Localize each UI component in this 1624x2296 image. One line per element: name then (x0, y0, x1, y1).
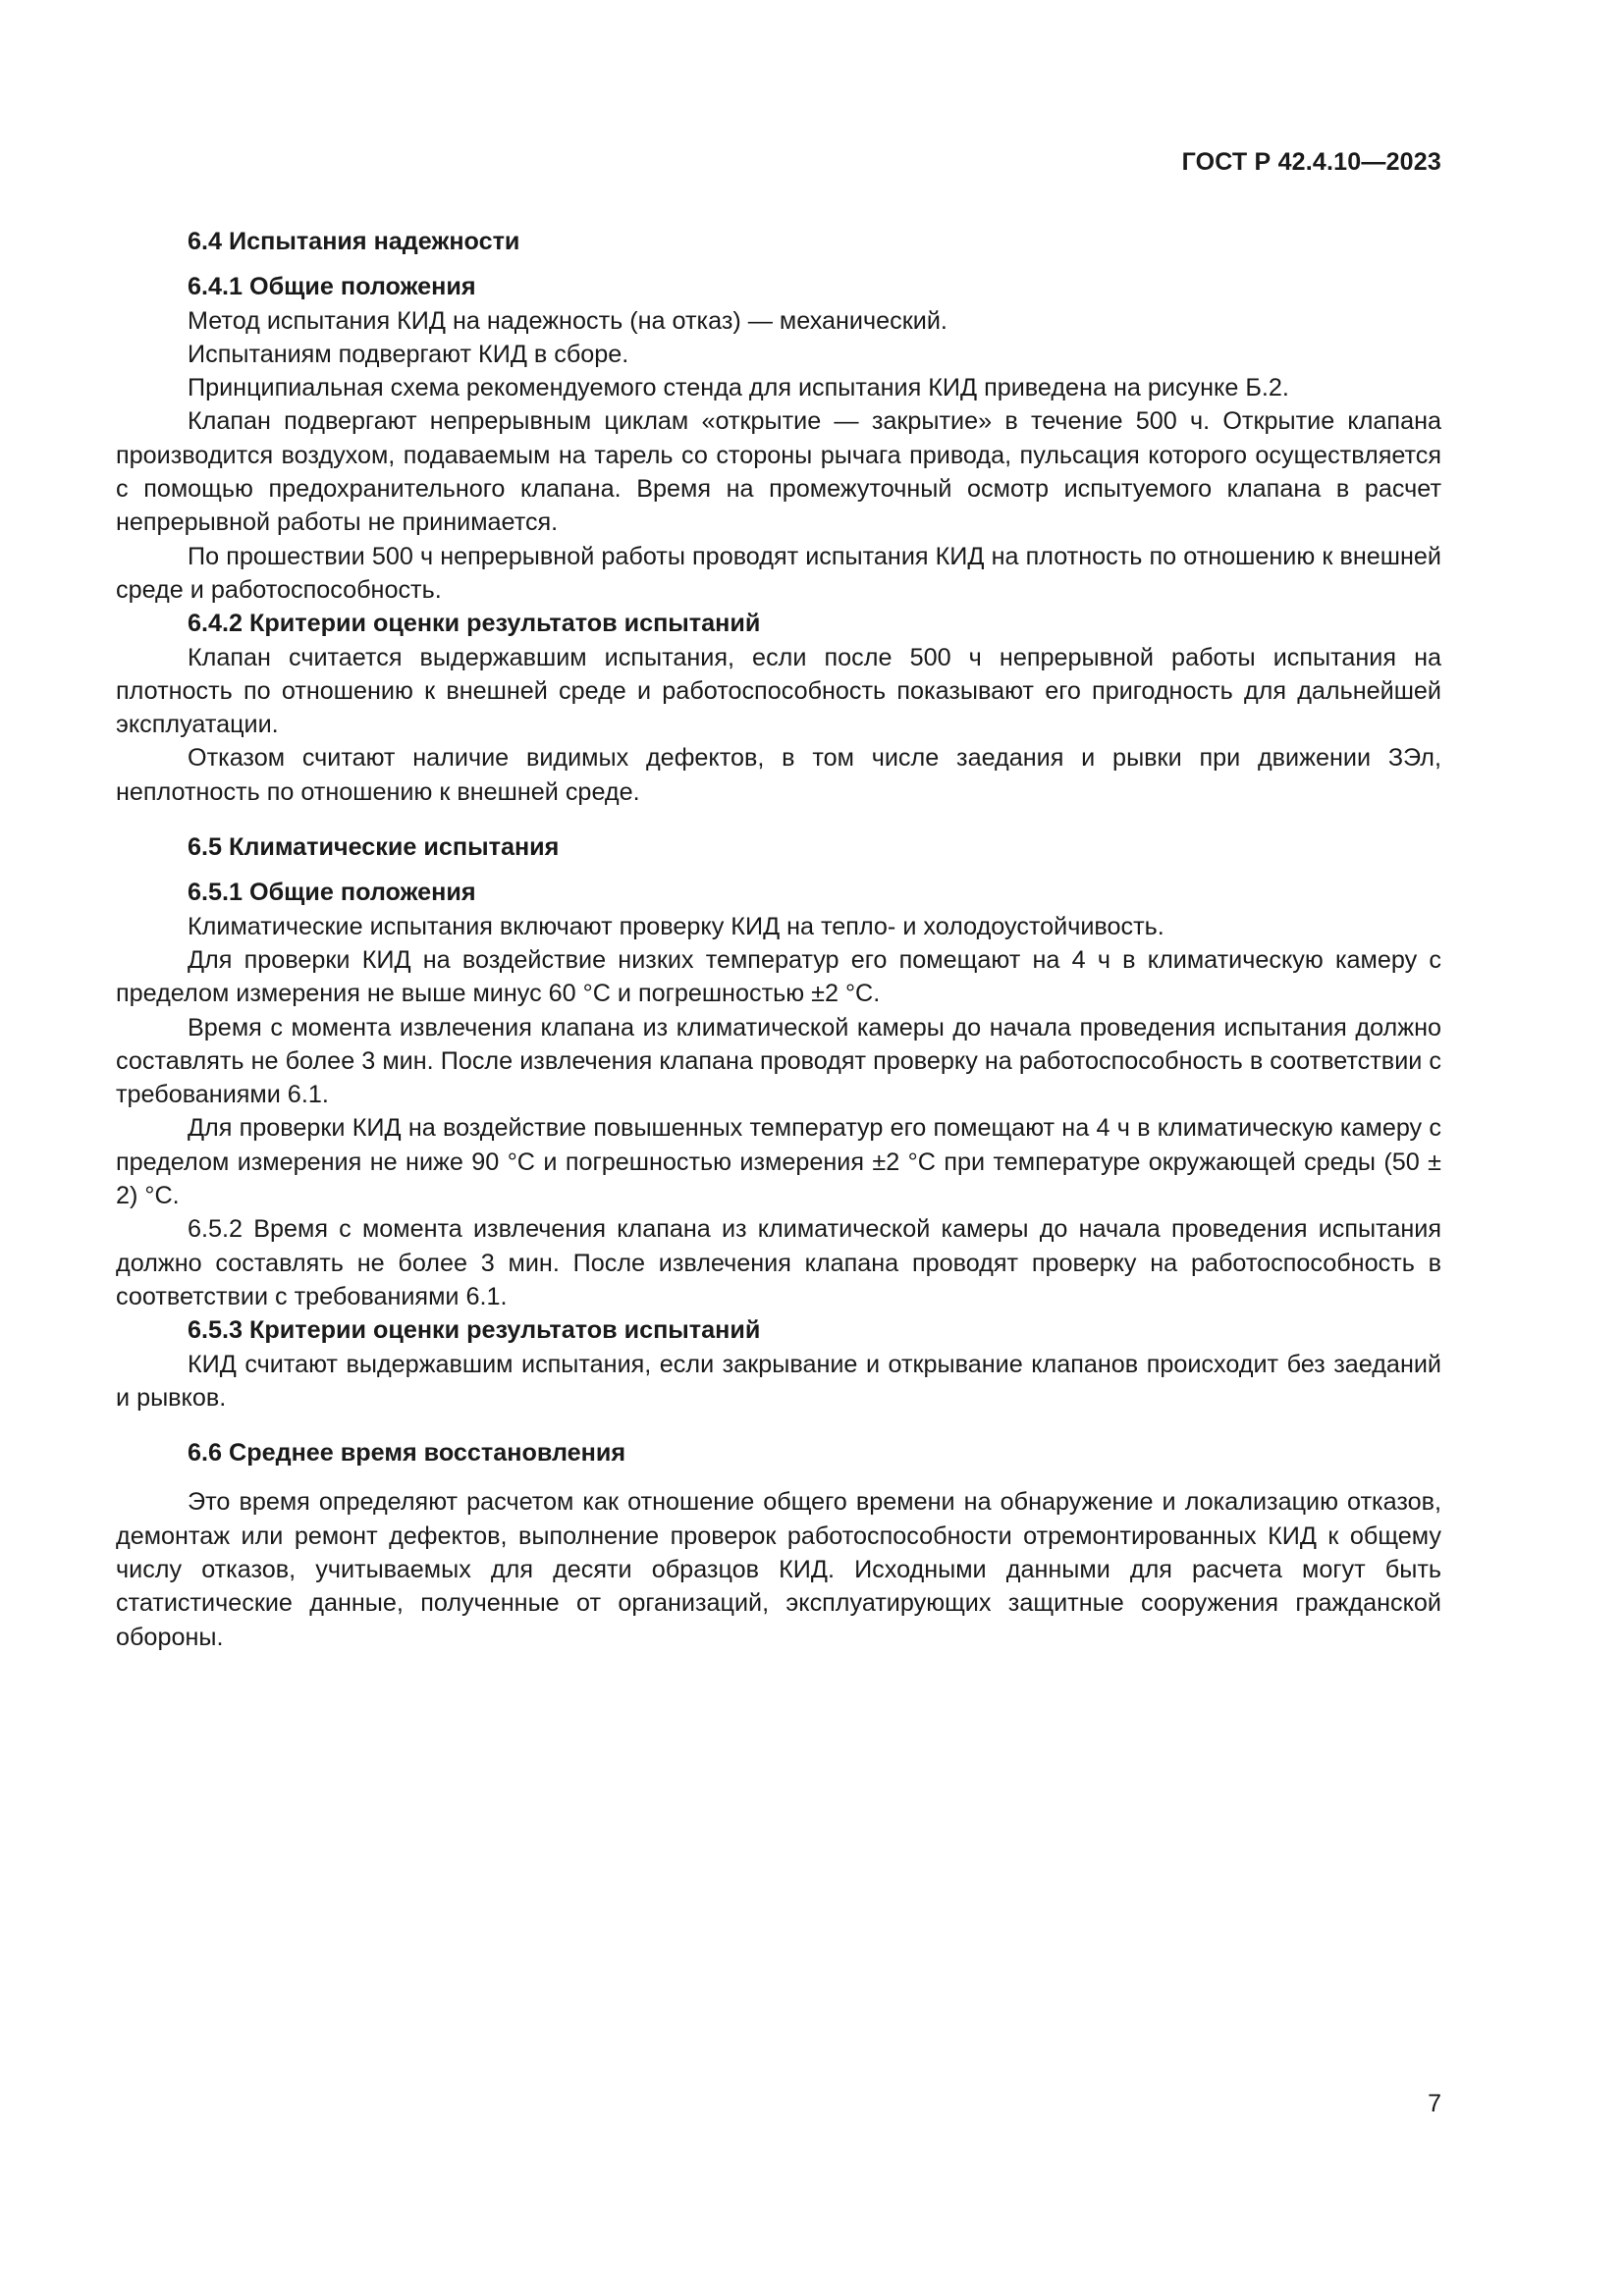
paragraph: По прошествии 500 ч непрерывной работы проводят испытания КИД на плотность по отношению к внешней среде и работоспособность. (116, 542, 1441, 604)
page-number: 7 (1428, 2090, 1441, 2117)
paragraph: Испытаниям подвергают КИД в сборе. (188, 340, 629, 368)
document-body (116, 225, 1441, 1654)
paragraph: КИД считают выдержавшим испытания, если закрывание и открывание клапанов происходит без заеданий и рывков. (116, 1350, 1441, 1412)
paragraph: Клапан считается выдержавшим испытания, если после 500 ч непрерывной работы испытания на плотность по отношению к внешней среде и работоспособность показывают его пригодность для дальнейшей эксплуатации. (116, 643, 1441, 739)
paragraph: Метод испытания КИД на надежность (на отказ) — механический. (188, 306, 947, 335)
paragraph: Климатические испытания включают проверку КИД на тепло- и холодоустойчивость. (188, 912, 1164, 940)
section-heading-6-6: 6.6 Среднее время восстановления (188, 1439, 626, 1468)
subsection-heading-6-5-1: 6.5.1 Общие положения (188, 879, 476, 907)
paragraph: 6.5.2 Время с момента извлечения клапана из климатической камеры до начала проведения испытания должно составлять не более 3 мин. После извлечения клапана проводят проверку на работоспособность в соответствии с требованиями 6.1. (116, 1215, 1441, 1310)
paragraph: Для проверки КИД на воздействие низких температур его помещают на 4 ч в климатическую камеру с пределом измерения не выше минус 60 °С и погрешностью ±2 °С. (116, 945, 1441, 1008)
paragraph: Время с момента извлечения клапана из климатической камеры до начала проведения испытания должно составлять не более 3 мин. После извлечения клапана проводят проверку на работоспособность в соответствии с требованиями 6.1. (116, 1013, 1441, 1109)
subsection-heading-6-4-1: 6.4.1 Общие положения (188, 273, 476, 301)
paragraph: Для проверки КИД на воздействие повышенных температур его помещают на 4 ч в климатическую камеру с пределом измерения не ниже 90 °С и погрешностью измерения ±2 °С при температуре окружающей среды (50 ± 2) °С. (116, 1114, 1441, 1210)
paragraph: Отказом считают наличие видимых дефектов, в том числе заедания и рывки при движении ЗЭл, неплотность по отношению к внешней среде. (116, 744, 1441, 806)
section-heading-6-4: 6.4 Испытания надежности (188, 228, 520, 255)
section-heading-6-5: 6.5 Климатические испытания (188, 833, 560, 862)
paragraph: Клапан подвергают непрерывным циклам «открытие — закрытие» в течение 500 ч. Открытие клапана производится воздухом, подаваемым на тарель со стороны рычага привода, пульсация которого осуществляется с помощью предохранительного клапана. Время на промежуточный осмотр испытуемого клапана в расчет непрерывной работы не принимается. (116, 407, 1441, 537)
document-code: ГОСТ Р 42.4.10—2023 (1181, 148, 1441, 176)
subsection-heading-6-4-2: 6.4.2 Критерии оценки результатов испытаний (188, 610, 761, 638)
paragraph: Это время определяют расчетом как отношение общего времени на обнаружение и локализацию отказов, демонтаж или ремонт дефектов, выполнение проверок работоспособности отремонтированных КИД к общему числу отказов, учитываемых для десяти образцов КИД. Исходными данными для расчета могут быть статистические данные, полученные от организаций, эксплуатирующих защитные сооружения гражданской обороны. (116, 1488, 1441, 1651)
paragraph: Принципиальная схема рекомендуемого стенда для испытания КИД приведена на рисунке Б.2. (188, 374, 1289, 402)
subsection-heading-6-5-3: 6.5.3 Критерии оценки результатов испытаний (188, 1316, 761, 1345)
